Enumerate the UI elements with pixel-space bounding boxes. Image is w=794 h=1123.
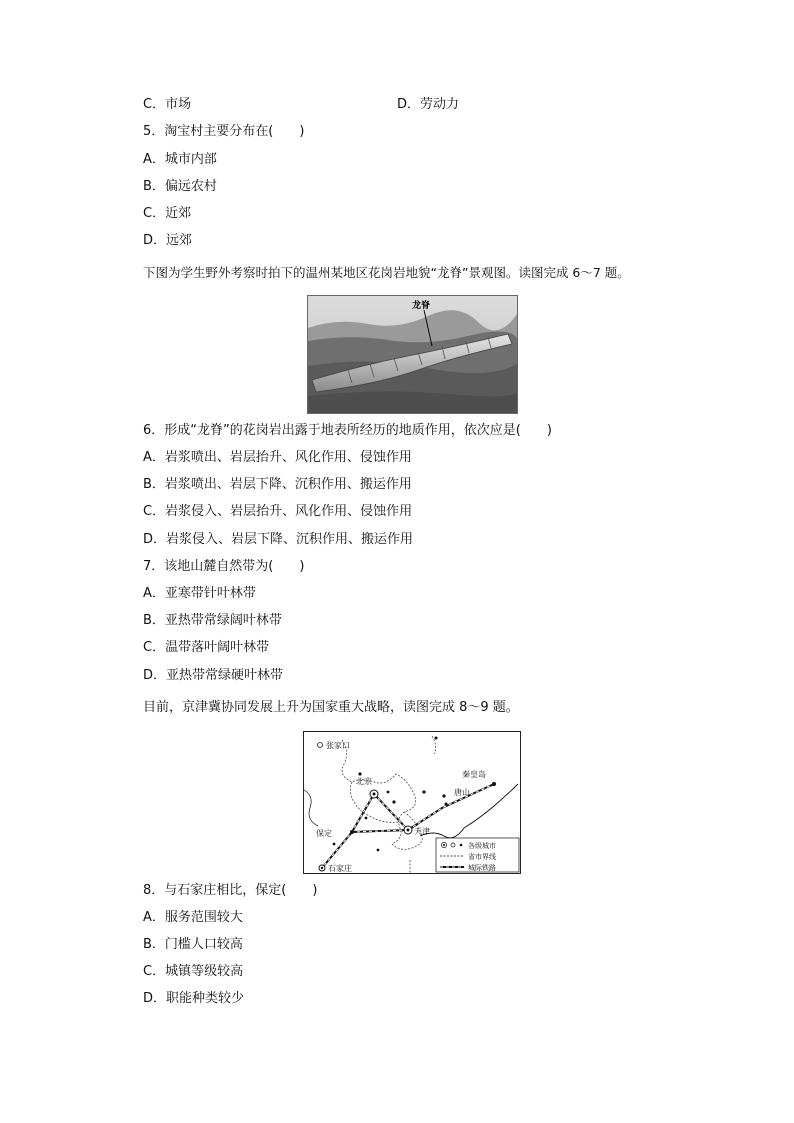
q7-option-d: D．亚热带常绿硬叶林带: [143, 668, 284, 683]
q8-option-d: D．职能种类较少: [143, 991, 245, 1006]
intro-6-7: 下图为学生野外考察时拍下的温州某地区花岗岩地貌“龙脊”景观图。读图完成 6～7 题。: [143, 265, 630, 280]
q6-option-b: B．岩浆喷出、岩层下降、沉积作用、搬运作用: [143, 477, 412, 492]
map-label-shijiazhuang: 石家庄: [328, 864, 352, 873]
map-label-tianjin: 天津: [414, 827, 430, 836]
q6-stem: 6．形成“龙脊”的花岗岩出露于地表所经历的地质作用，依次应是( ): [143, 423, 552, 438]
photo-label: 龙脊: [412, 301, 431, 311]
q5-option-d: D．远郊: [143, 233, 193, 248]
map-label-tangshan: 唐山: [454, 788, 470, 797]
map-illustration: [304, 732, 520, 873]
q4-option-c: C．市场: [143, 97, 192, 112]
q7-option-c: C．温带落叶阔叶林带: [143, 640, 270, 655]
granite-ridge-photo: [307, 295, 518, 414]
q6-option-d: D．岩浆侵入、岩层下降、沉积作用、搬运作用: [143, 532, 414, 547]
q5-option-b: B．偏远农村: [143, 179, 217, 194]
legend-borders: 省市界线: [468, 853, 496, 861]
q8-option-b: B．门槛人口较高: [143, 937, 243, 952]
map-label-zhangjiakou: 张家口: [326, 741, 350, 750]
q5-option-a: A．城市内部: [143, 152, 217, 167]
q7-option-b: B．亚热带常绿阔叶林带: [143, 613, 282, 628]
legend-cities: 各级城市: [468, 842, 496, 850]
map-label-qinhuangdao: 秦皇岛: [462, 770, 486, 779]
q6-option-c: C．岩浆侵入、岩层抬升、风化作用、侵蚀作用: [143, 504, 413, 519]
q8-stem: 8．与石家庄相比，保定( ): [143, 883, 318, 898]
q7-stem: 7．该地山麓自然带为( ): [143, 559, 305, 574]
map-legend: [436, 838, 519, 872]
jingjinji-map: [303, 731, 521, 874]
map-label-baoding: 保定: [316, 829, 332, 838]
q5-option-c: C．近郊: [143, 206, 192, 221]
q8-option-c: C．城镇等级较高: [143, 964, 244, 979]
legend-railway: 城际铁路: [468, 864, 496, 872]
q8-option-a: A．服务范围较大: [143, 910, 243, 925]
photo-illustration: [308, 296, 517, 413]
map-label-beijing: 北京: [356, 777, 372, 786]
q4-option-d: D．劳动力: [397, 97, 460, 112]
q7-option-a: A．亚寒带针叶林带: [143, 586, 256, 601]
intro-8-9: 目前，京津冀协同发展上升为国家重大战略，读图完成 8～9 题。: [143, 700, 519, 715]
q6-option-a: A．岩浆喷出、岩层抬升、风化作用、侵蚀作用: [143, 450, 412, 465]
q5-stem: 5．淘宝村主要分布在( ): [143, 124, 305, 139]
